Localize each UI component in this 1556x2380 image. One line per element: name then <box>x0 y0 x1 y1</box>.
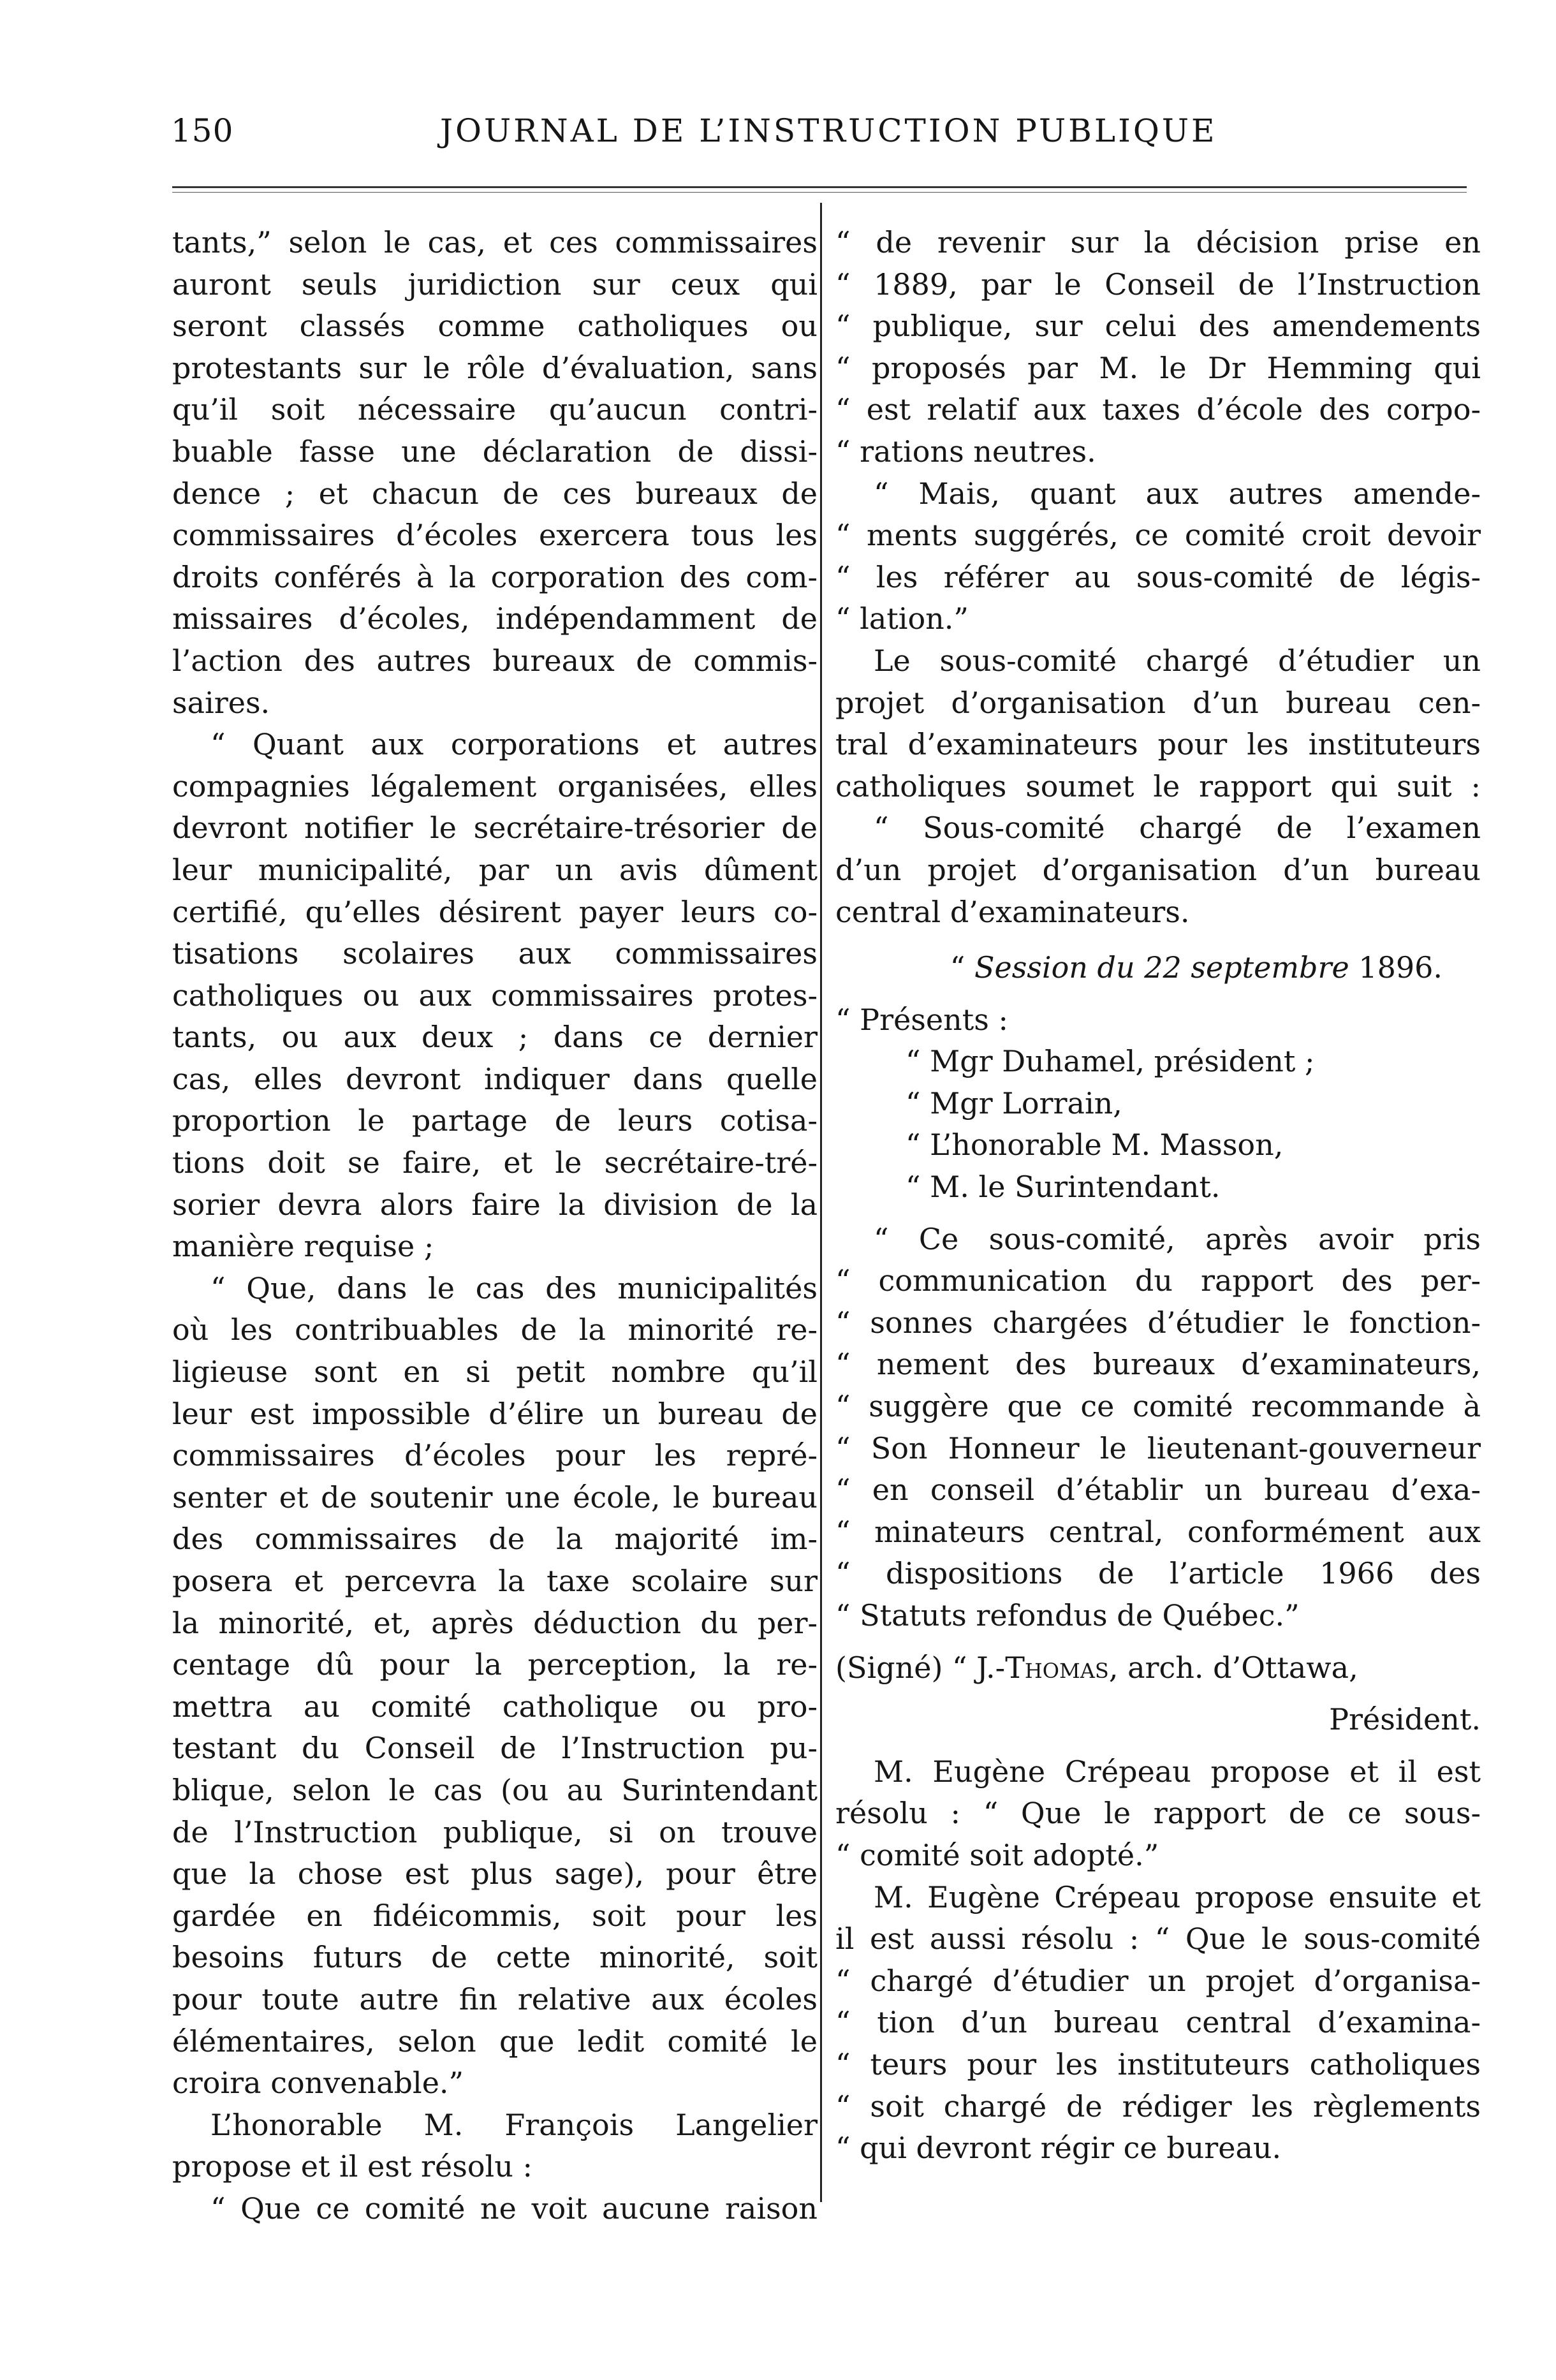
text-line: “ sonnes chargées d’étudier le fonction- <box>835 1305 1481 1340</box>
text-line: “ chargé d’étudier un projet d’organisa- <box>835 1963 1481 1998</box>
text-line: où les contribuables de la minorité re- <box>172 1312 818 1348</box>
text-line: élémentaires, selon que ledit comité le <box>172 2024 818 2059</box>
text-line: testant du Conseil de l’Instruction pu- <box>172 1731 818 1766</box>
text-line: protestants sur le rôle d’évaluation, sans <box>172 350 818 385</box>
text-line: “ communication du rapport des per- <box>835 1263 1481 1298</box>
page-number: 150 <box>171 112 234 149</box>
text-line: qu’il soit nécessaire qu’aucun contri- <box>172 392 818 427</box>
header-rule-thin <box>172 192 1467 193</box>
text-line: “ soit chargé de rédiger les règlements <box>835 2089 1481 2124</box>
text-line: cas, elles devront indiquer dans quelle <box>172 1061 818 1096</box>
text-line: tions doit se faire, et le secrétaire-tré- <box>172 1145 818 1180</box>
text-line: “ Sous-comité chargé de l’examen <box>874 811 1481 846</box>
spacer <box>835 989 1481 999</box>
text-line: commissaires d’écoles pour les repré- <box>172 1438 818 1473</box>
text-line: catholiques ou aux commissaires protes- <box>172 978 818 1013</box>
signature-suffix: , arch. d’Ottawa, <box>1108 1650 1358 1685</box>
text-line: saires. <box>172 685 270 720</box>
session-line <box>835 947 1481 989</box>
text-line: “ minateurs central, conformément aux <box>835 1514 1481 1549</box>
text-line: “ Ce sous-comité, après avoir pris <box>874 1221 1481 1256</box>
text-line: compagnies légalement organisées, elles <box>172 768 818 804</box>
present-member: “ Mgr Duhamel, président ; <box>906 1044 1315 1079</box>
text-line: “ 1889, par le Conseil de l’Instruction <box>835 267 1481 302</box>
text-line: besoins futurs de cette minorité, soit <box>172 1940 818 1975</box>
spacer <box>835 1637 1481 1647</box>
text-line: auront seuls juridiction sur ceux qui <box>172 267 818 302</box>
text-line: “ Que, dans le cas des municipalités <box>210 1270 818 1305</box>
spacer <box>835 933 1481 947</box>
text-line: seront classés comme catholiques ou <box>172 309 818 344</box>
text-line: gardée en fidéicommis, soit pour les <box>172 1898 818 1933</box>
text-line: “ teurs pour les instituteurs catholiques <box>835 2046 1481 2082</box>
text-line: “ les référer au sous-comité de légis- <box>835 559 1481 594</box>
text-line: la minorité, et, après déduction du per- <box>172 1605 818 1640</box>
spacer <box>835 1689 1481 1699</box>
spacer <box>835 1208 1481 1219</box>
column-divider <box>820 203 822 2202</box>
left-column <box>172 222 818 2230</box>
text-line: leur municipalité, par un avis dûment <box>172 852 818 887</box>
text-line: “ nement des bureaux d’examinateurs, <box>835 1347 1481 1382</box>
text-line: tants,” selon le cas, et ces commissaires <box>172 225 818 260</box>
signature-line <box>835 1647 1481 1689</box>
text-line: blique, selon le cas (ou au Surintendant <box>172 1772 818 1807</box>
text-line: d’un projet d’organisation d’un bureau <box>835 852 1481 887</box>
text-line: l’action des autres bureaux de commis- <box>172 643 818 678</box>
text-line: projet d’organisation d’un bureau cen- <box>835 685 1481 720</box>
text-line: “ de revenir sur la décision prise en <box>835 225 1481 260</box>
text-line: “ comité soit adopté.” <box>835 1837 1159 1872</box>
session-prefix: “ <box>950 950 965 985</box>
session-label: Session du 22 septembre <box>974 950 1349 985</box>
text-line: “ Statuts refondus de Québec.” <box>835 1598 1300 1633</box>
text-line: résolu : “ Que le rapport de ce sous- <box>835 1796 1481 1831</box>
text-line: “ Quant aux corporations et autres <box>210 727 818 762</box>
presents-label: “ Présents : <box>835 1002 1008 1037</box>
present-member: “ M. le Surintendant. <box>906 1170 1221 1205</box>
text-line: sorier devra alors faire la division de la <box>172 1187 818 1222</box>
text-line: dence ; et chacun de ces bureaux de <box>172 476 818 511</box>
text-line: pour toute autre fin relative aux écoles <box>172 1981 818 2016</box>
text-line: “ suggère que ce comité recommande à <box>835 1389 1481 1424</box>
text-line: M. Eugène Crépeau propose ensuite et <box>874 1879 1481 1914</box>
text-line: il est aussi résolu : “ Que le sous-comité <box>835 1921 1481 1957</box>
text-line: “ qui devront régir ce bureau. <box>835 2131 1282 2166</box>
text-line: “ Mais, quant aux autres amende- <box>874 476 1481 511</box>
text-line: tants, ou aux deux ; dans ce dernier <box>172 1020 818 1055</box>
text-line: croira convenable.” <box>172 2066 464 2101</box>
text-line: commissaires d’écoles exercera tous les <box>172 518 818 553</box>
text-line: catholiques soumet le rapport qui suit : <box>835 768 1481 804</box>
text-line: des commissaires de la majorité im- <box>172 1522 818 1557</box>
text-line: posera et percevra la taxe scolaire sur <box>172 1564 818 1598</box>
header-rule <box>172 186 1467 188</box>
text-line: propose et il est résolu : <box>172 2149 533 2184</box>
right-column <box>835 222 1481 2170</box>
text-line: droits conférés à la corporation des com- <box>172 559 818 594</box>
text-line: “ Son Honneur le lieutenant-gouverneur <box>835 1430 1481 1465</box>
text-line: senter et de soutenir une école, le bureau <box>172 1480 818 1515</box>
text-line: central d’examinateurs. <box>835 894 1190 929</box>
text-line: “ dispositions de l’article 1966 des <box>835 1556 1481 1591</box>
present-member: “ L’honorable M. Masson, <box>906 1128 1284 1163</box>
text-line: mettra au comité catholique ou pro- <box>172 1689 818 1724</box>
text-line: “ en conseil d’établir un bureau d’exa- <box>835 1473 1481 1508</box>
present-member: “ Mgr Lorrain, <box>906 1085 1122 1120</box>
signature-prefix: (Signé) “ J.- <box>835 1650 1006 1685</box>
text-line: buable fasse une déclaration de dissi- <box>172 434 818 469</box>
page-header <box>166 112 1467 163</box>
text-line: certifié, qu’elles désirent payer leurs co- <box>172 894 818 929</box>
text-line: que la chose est plus sage), pour être <box>172 1856 818 1892</box>
text-line: “ lation.” <box>835 601 969 636</box>
text-line: M. Eugène Crépeau propose et il est <box>874 1754 1481 1789</box>
text-line: leur est impossible d’élire un bureau de <box>172 1396 818 1431</box>
running-title: JOURNAL DE L’INSTRUCTION PUBLIQUE <box>440 112 1217 149</box>
signature-name: Thomas <box>1005 1650 1109 1685</box>
session-year: 1896. <box>1358 950 1442 985</box>
text-line: proportion le partage de leurs cotisa- <box>172 1103 818 1138</box>
text-line: “ tion d’un bureau central d’examina- <box>835 2005 1481 2040</box>
text-line: “ Que ce comité ne voit aucune raison <box>210 2191 818 2226</box>
text-line: centage dû pour la perception, la re- <box>172 1647 818 1682</box>
text-line: “ proposés par M. le Dr Hemming qui <box>835 350 1481 385</box>
text-line: Le sous-comité chargé d’étudier un <box>874 643 1481 678</box>
text-line: devront notifier le secrétaire-trésorier de <box>172 811 818 846</box>
text-line: L’honorable M. François Langelier <box>210 2107 818 2142</box>
text-line: manière requise ; <box>172 1229 434 1264</box>
text-line: tisations scolaires aux commissaires <box>172 936 818 971</box>
text-line: “ publique, sur celui des amendements <box>835 309 1481 344</box>
signature-title: Président. <box>1329 1702 1481 1737</box>
text-line: “ ments suggérés, ce comité croit devoir <box>835 518 1481 553</box>
text-line: ligieuse sont en si petit nombre qu’il <box>172 1355 818 1390</box>
text-line: de l’Instruction publique, si on trouve <box>172 1814 818 1849</box>
text-line: “ est relatif aux taxes d’école des corpo- <box>835 392 1481 427</box>
text-line: “ rations neutres. <box>835 434 1096 469</box>
text-line: tral d’examinateurs pour les instituteurs <box>835 727 1481 762</box>
spacer <box>835 1741 1481 1751</box>
text-line: missaires d’écoles, indépendamment de <box>172 601 818 636</box>
